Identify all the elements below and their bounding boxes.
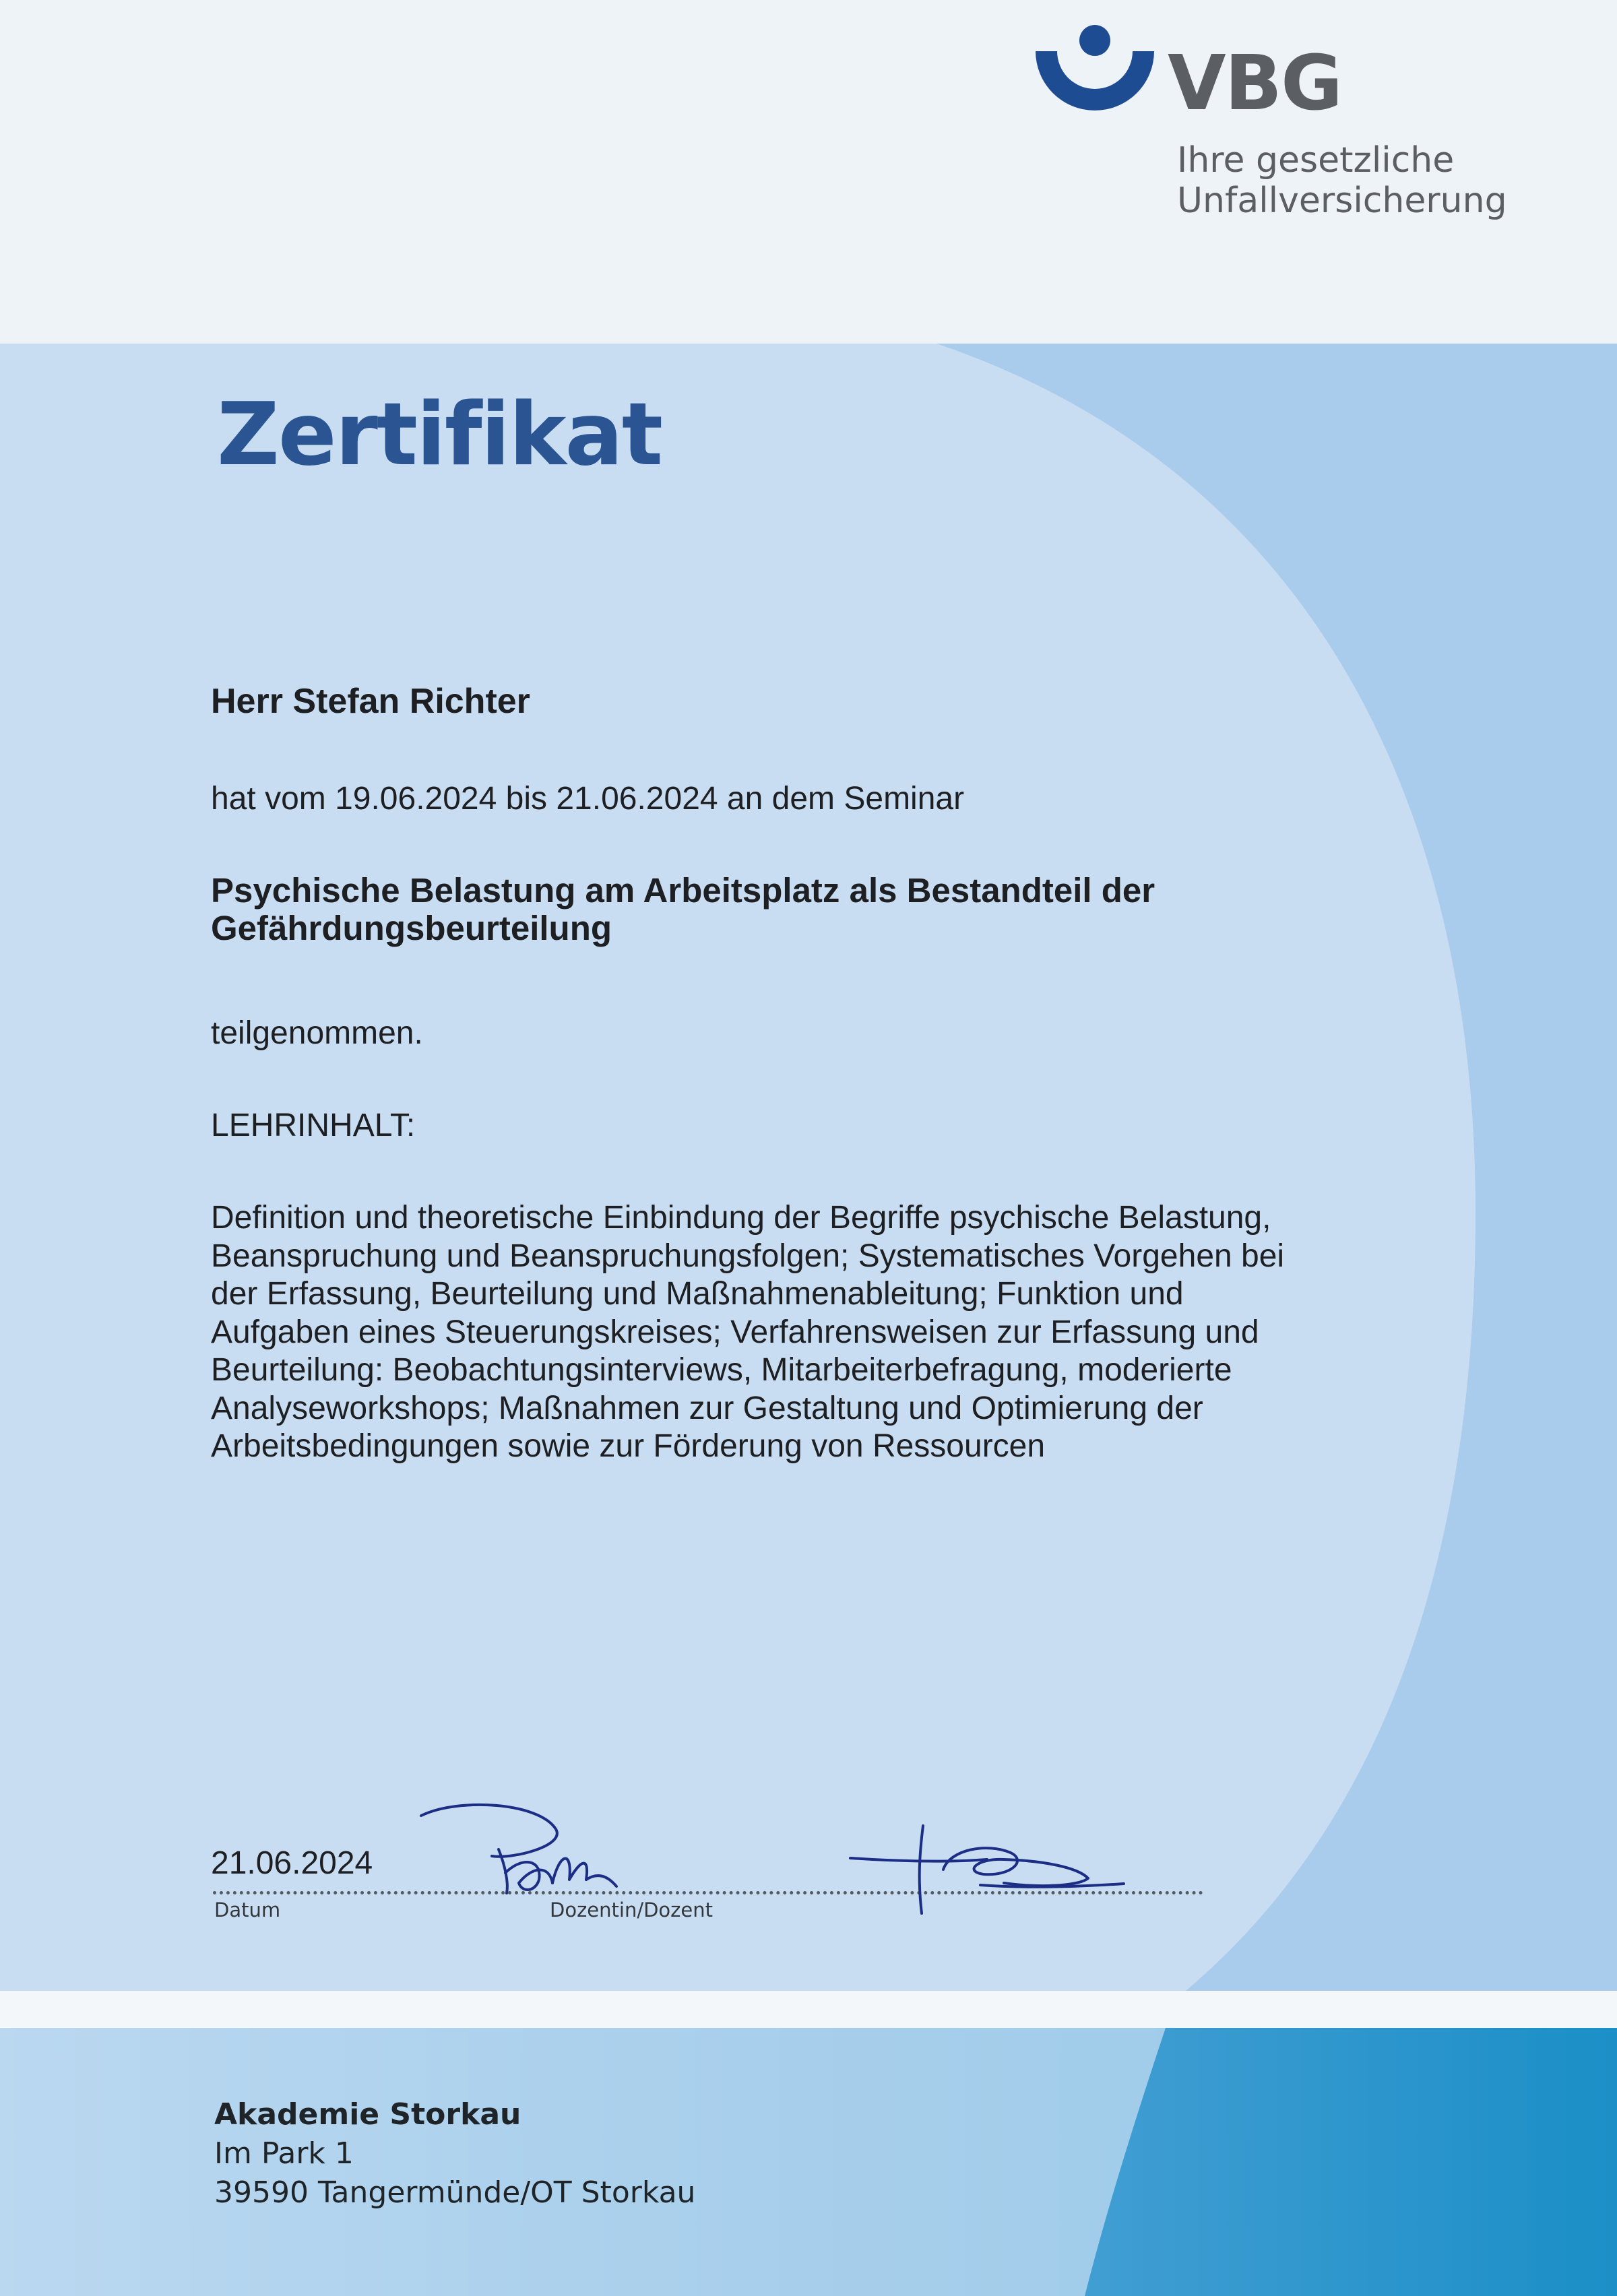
content-line: Aufgaben eines Steuerungskreises; Verfahrensweisen zur Erfassung und: [211, 1314, 1259, 1350]
content-description: [211, 1199, 1284, 1466]
logo-tagline-line1: Ihre gesetzliche: [1177, 140, 1455, 181]
logo-name: VBG: [1168, 40, 1341, 127]
academy-street: Im Park 1: [214, 2136, 354, 2171]
content-line: Beurteilung: Beobachtungsinterviews, Mitarbeiterbefragung, moderierte: [211, 1352, 1232, 1388]
academy-name: Akademie Storkau: [214, 2097, 521, 2132]
content-line: Beanspruchung und Beanspruchungsfolgen; Systematisches Vorgehen bei: [211, 1238, 1285, 1274]
lecturer-caption: Dozentin/Dozent: [550, 1899, 713, 1921]
content-line: Arbeitsbedingungen sowie zur Förderung von Ressourcen: [211, 1428, 1046, 1464]
content-line: der Erfassung, Beurteilung und Maßnahmenableitung; Funktion und: [211, 1276, 1184, 1312]
seminar-period: hat vom 19.06.2024 bis 21.06.2024 an dem Seminar: [211, 781, 965, 817]
academy-city: 39590 Tangermünde/OT Storkau: [214, 2175, 696, 2210]
academy-address: [214, 2095, 695, 2212]
content-line: Definition und theoretische Einbindung der Begriffe psychische Belastung,: [211, 1200, 1271, 1236]
participation-text: teilgenommen.: [211, 1015, 423, 1051]
content-label: LEHRINHALT:: [211, 1108, 416, 1143]
logo-tagline-line2: Unfallversicherung: [1177, 181, 1507, 221]
vbg-logo-mark: [1034, 23, 1155, 110]
vbg-logo: [1034, 23, 1507, 221]
content-line: Analyseworkshops; Maßnahmen zur Gestaltung und Optimierung der: [211, 1390, 1203, 1426]
second-signature: [842, 1812, 1139, 1927]
seminar-title: [211, 872, 1155, 947]
issue-date: 21.06.2024: [211, 1845, 373, 1881]
seminar-title-line2: Gefährdungsbeurteilung: [211, 909, 612, 948]
certificate-heading: Zertifikat: [217, 385, 662, 485]
recipient-name: Herr Stefan Richter: [211, 682, 530, 721]
seminar-title-line1: Psychische Belastung am Arbeitsplatz als Bestandteil der: [211, 871, 1155, 910]
lecturer-signature: [404, 1792, 701, 1913]
date-caption: Datum: [214, 1899, 281, 1921]
